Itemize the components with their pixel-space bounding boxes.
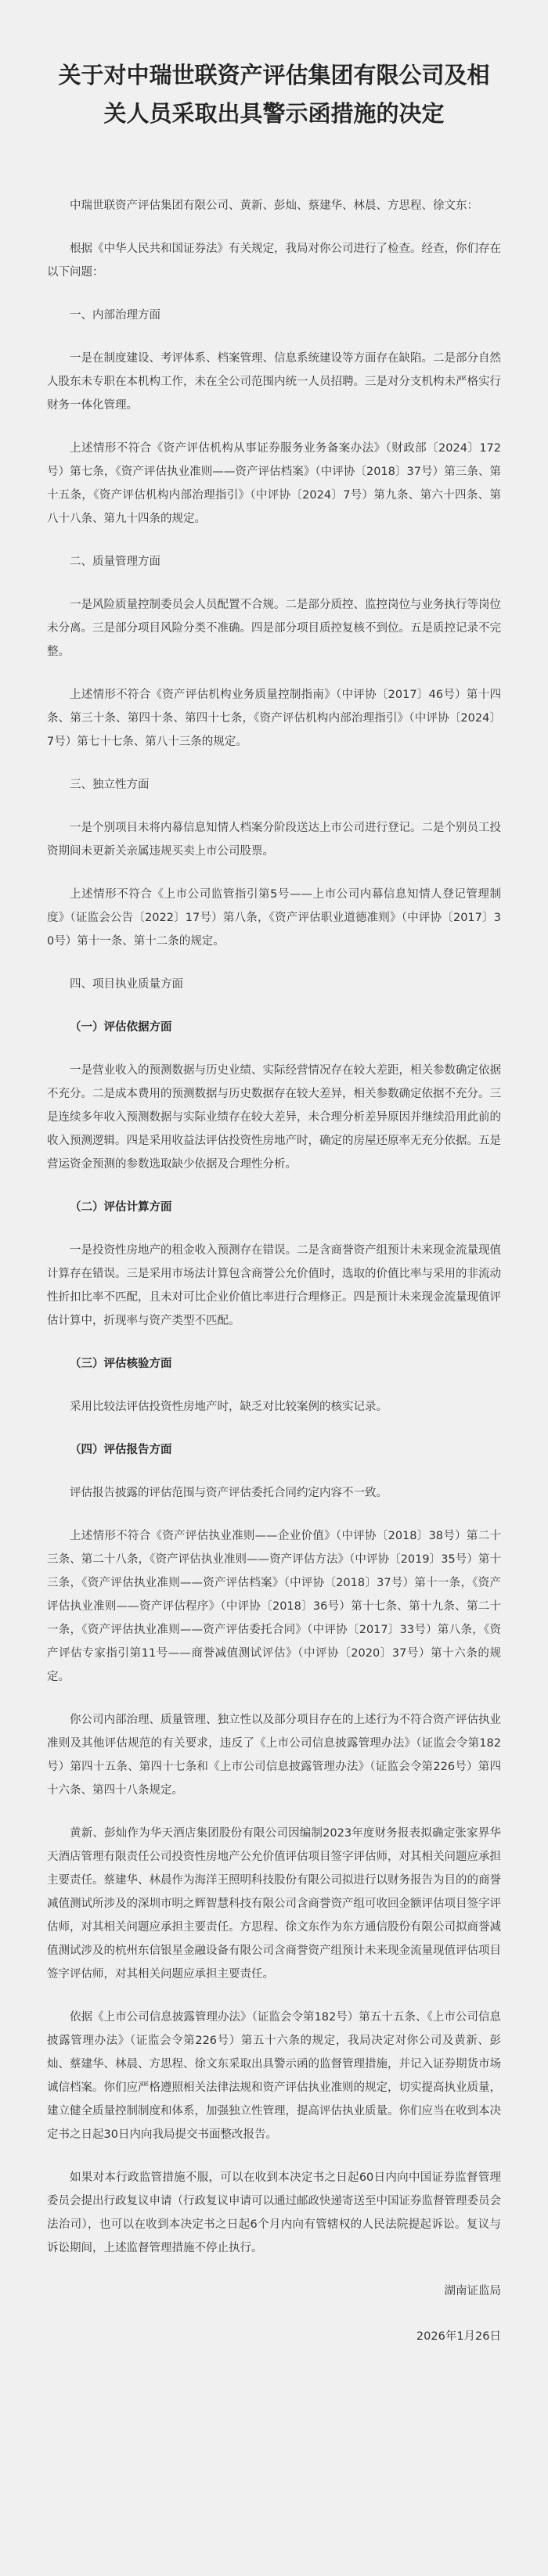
paragraph: 一是营业收入的预测数据与历史业绩、实际经营情况存在较大差距，相关参数确定依据不充分。二是成本费用的预测数据与历史数据存在较大差异，相关参数确定依据不充分。三是连续多年收入预测数据与实际业绩存在较大差异，未合理分析差异原因并继续沿用此前的收入预测逻辑。四是采用收益法评估投资性房地产时，确定的房屋还原率无充分依据。五是营运资金预测的参数选取缺少依据及合理性分析。	[47, 1064, 501, 1171]
paragraph: 上述情形不符合《上市公司监管指引第5号——上市公司内幕信息知情人登记管理制度》（证监会公告〔2022〕17号）第八条，《资产评估职业道德准则》（中评协〔2017〕30号）第十一条、第十二条的规定。	[47, 888, 501, 948]
paragraph: 一是个别项目未将内幕信息知情人档案分阶段送达上市公司进行登记。二是个别员工投资期间未更新关亲属违规买卖上市公司股票。	[47, 822, 501, 858]
paragraph: 评估报告披露的评估范围与资产评估委托合同约定内容不一致。	[70, 1487, 388, 1499]
salutation: 中瑞世联资产评估集团有限公司、黄新、彭灿、蔡建华、林晨、方思程、徐文东：	[70, 200, 478, 212]
paragraph: 根据《中华人民共和国证券法》有关规定，我局对你公司进行了检查。经查，你们存在以下问题：	[47, 243, 501, 279]
paragraph: 四、项目执业质量方面	[70, 978, 183, 991]
paragraph: 上述情形不符合《资产评估机构业务质量控制指南》（中评协〔2017〕46号）第十四条、第三十条、第四十条、第四十七条，《资产评估机构内部治理指引》（中评协〔2024〕7号）第七十七条、第八十三条的规定。	[47, 689, 501, 748]
sub-heading: （三）评估核验方面	[70, 1358, 172, 1370]
paragraph: 一、内部治理方面	[70, 309, 160, 322]
paragraph: 一是在制度建设、考评体系、档案管理、信息系统建设等方面存在缺陷。二是部分自然人股东未专职在本机构工作，未在全公司范围内统一人员招聘。三是对分支机构未严格实行财务一体化管理。	[47, 352, 501, 412]
paragraph: 一是投资性房地产的租金收入预测存在错误。二是含商誉资产组预计未来现金流量现值计算存在错误。三是采用市场法计算包含商誉公允价值时，选取的价值比率与采用的非流动性折扣比率不匹配，且未对可比企业价值比率进行合理修正。四是预计未来现金流量现值评估计算中，折现率与资产类型不匹配。	[47, 1244, 501, 1327]
sub-heading: （二）评估计算方面	[70, 1201, 172, 1214]
paragraph: 如果对本行政监管措施不服，可以在收到本决定书之日起60日内向中国证券监督管理委员会提出行政复议申请（行政复议申请可以通过邮政快递寄送至中国证券监督管理委员会法治司），也可以在收到本决定书之日起6个月内向有管辖权的人民法院提起诉讼。复议与诉讼期间，上述监督管理措施不停止执行。	[47, 2171, 501, 2254]
document-body	[47, 194, 501, 2260]
sub-heading: （四）评估报告方面	[70, 1444, 172, 1456]
paragraph: 你公司内部治理、质量管理、独立性以及部分项目存在的上述行为不符合资产评估执业准则及其他评估规范的有关要求，违反了《上市公司信息披露管理办法》（证监会令第182号）第四十五条、第四十七条和《上市公司信息披露管理办法》（证监会令第226号）第四十六条、第四十八条规定。	[47, 1714, 501, 1797]
paragraph: 上述情形不符合《资产评估机构从事证券服务业务备案办法》（财政部〔2024〕172号）第七条，《资产评估执业准则——资产评估档案》（中评协〔2018〕37号）第三条、第十五条，《资产评估机构内部治理指引》（中评协〔2024〕7号）第九条、第六十四条、第八十八条、第九十四条的规定。	[47, 442, 501, 525]
paragraph: 上述情形不符合《资产评估执业准则——企业价值》（中评协〔2018〕38号）第二十三条、第二十八条，《资产评估执业准则——资产评估方法》（中评协〔2019〕35号）第十三条，《资产评估执业准则——资产评估档案》（中评协〔2018〕37号）第十一条，《资产评估执业准则——资产评估程序》（中评协〔2018〕36号）第十七条、第十九条、第二十一条，《资产评估执业准则——资产评估委托合同》（中评协〔2017〕33号）第八条，《资产评估专家指引第11号——商誉减值测试评估》（中评协〔2020〕37号）第十六条的规定。	[47, 1530, 501, 1683]
paragraph: 采用比较法评估投资性房地产时，缺乏对比较案例的核实记录。	[70, 1401, 388, 1413]
sub-heading: （一）评估依据方面	[70, 1021, 172, 1034]
paragraph: 二、质量管理方面	[70, 556, 160, 568]
document-title: 关于对中瑞世联资产评估集团有限公司及相关人员采取出具警示函措施的决定	[58, 62, 490, 127]
paragraph: 依据《上市公司信息披露管理办法》（证监会令第182号）第五十五条、《上市公司信息披露管理办法》（证监会令第226号）第五十六条的规定，我局决定对你公司及黄新、彭灿、蔡建华、林晨、方思程、徐文东采取出具警示函的监督管理措施，并记入证券期货市场诚信档案。你们应严格遵照相关法律法规和资产评估执业准则的规定，切实提高执业质量，建立健全质量控制制度和体系，加强独立性管理，提高评估执业质量。你们应当在收到本决定书之日起30日内向我局提交书面整改报告。	[47, 2011, 501, 2141]
signature-block	[47, 2279, 501, 2348]
paragraph: 三、独立性方面	[70, 779, 150, 791]
paragraph: 一是风险质量控制委员会人员配置不合规。二是部分质控、监控岗位与业务执行等岗位未分离。三是部分项目风险分类不准确。四是部分项目质控复核不到位。五是质控记录不完整。	[47, 599, 501, 658]
paragraph: 黄新、彭灿作为华天酒店集团股份有限公司因编制2023年度财务报表拟确定张家界华天酒店管理有限责任公司投资性房地产公允价值评估项目签字评估师，对其相关问题应承担主要责任。蔡建华、林晨作为海洋王照明科技股份有限公司拟进行以财务报告为目的的商誉减值测试所涉及的深圳市明之辉智慧科技有限公司含商誉资产组可收回金额评估项目签字评估师，对其相关问题应承担主要责任。方思程、徐文东作为东方通信股份有限公司拟商誉减值测试涉及的杭州东信银星金融设备有限公司含商誉资产组预计未来现金流量现值评估项目签字评估师，对其相关问题应承担主要责任。	[47, 1827, 501, 1981]
issue-date: 2026年1月26日	[416, 2330, 501, 2343]
issuer-name: 湖南证监局	[444, 2285, 501, 2297]
